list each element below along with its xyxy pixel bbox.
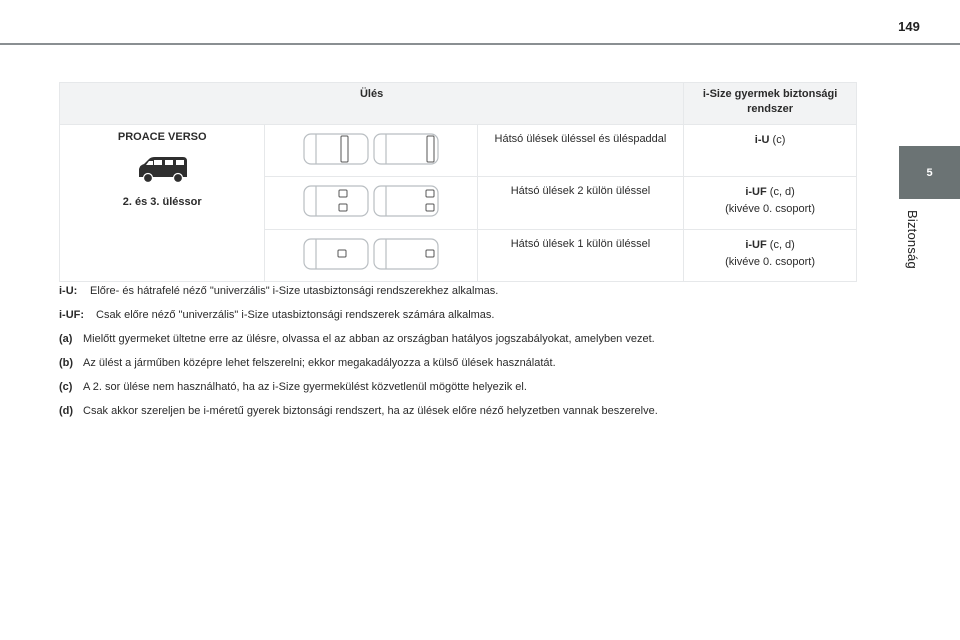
model-cell	[60, 125, 265, 282]
model-name: PROACE VERSO	[117, 131, 207, 143]
row-isize-result: i-UF (c, d) (kivéve 0. csoport)	[684, 229, 857, 281]
van-seat-layout-icon	[300, 132, 442, 166]
row-description: Hátsó ülések 1 külön üléssel	[477, 229, 683, 281]
van-side-icon	[135, 156, 189, 184]
van-seat-layout-icon	[300, 184, 442, 218]
row-description: Hátsó ülések üléssel és üléspaddal	[477, 125, 683, 177]
van-seat-layout-icon	[300, 237, 442, 271]
seat-layout-cell	[265, 125, 477, 177]
header-seat: Ülés	[60, 83, 684, 125]
footnote: (c) A 2. sor ülése nem használható, ha az i-Size gyermekülést közvetlenül mögötte helyezik el.	[59, 381, 527, 393]
footnote: i-UF: Csak előre néző "univerzális" i-Size utasbiztonsági rendszerek számára alkalmas.	[59, 309, 495, 321]
seat-layout-cell	[265, 177, 477, 229]
footnote: (d) Csak akkor szereljen be i-méretű gyerek biztonsági rendszert, ha az ülések előre néző helyzetben vannak beszerelve.	[59, 405, 658, 417]
row-isize-result: i-UF (c, d) (kivéve 0. csoport)	[684, 177, 857, 229]
footnote: i-U: Előre- és hátrafelé néző "univerzális" i-Size utasbiztonsági rendszerekhez alkalmas.	[59, 285, 499, 297]
page-number: 149	[898, 19, 920, 34]
row-description: Hátsó ülések 2 külön üléssel	[477, 177, 683, 229]
footnote: (b) Az ülést a járműben középre lehet felszerelni; ekkor megakadályozza a külső ülések használatát.	[59, 357, 556, 369]
chapter-tab[interactable]: 5	[899, 146, 960, 199]
seat-layout-cell	[265, 229, 477, 281]
footnote: (a) Mielőtt gyermeket ültetne erre az ülésre, olvassa el az abban az országban hatályos jogszabályokat, amelyben vezet.	[59, 333, 655, 345]
chapter-title: Biztonság	[905, 210, 920, 269]
seat-compatibility-table	[59, 82, 857, 282]
row-isize-result: i-U (c)	[684, 125, 857, 177]
header-divider	[0, 43, 960, 45]
seat-rows-label: 2. és 3. üléssor	[122, 196, 202, 208]
header-isize: i-Size gyermek biztonsági rendszer	[684, 83, 857, 125]
